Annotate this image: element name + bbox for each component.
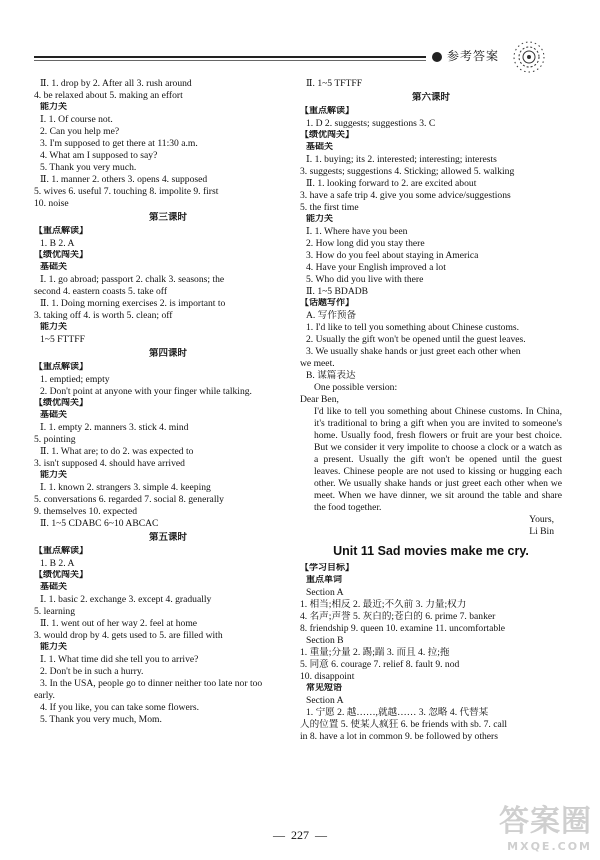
- right-line: 8. friendship 9. queen 10. examine 11. uncomfortable: [300, 623, 506, 635]
- right-line: Section B: [306, 635, 344, 647]
- left-line: 1. B 2. A: [40, 558, 75, 569]
- right-line: we meet.: [300, 358, 335, 369]
- right-line: 重点单词: [306, 575, 343, 586]
- watermark: [499, 803, 592, 854]
- page-dash-right: —: [315, 828, 327, 842]
- left-line: 能力关: [40, 642, 68, 652]
- right-line: 10. disappoint: [300, 671, 355, 683]
- page-dash-left: —: [273, 828, 285, 842]
- left-line: 1. B 2. A: [40, 238, 75, 249]
- right-line: 5. Who did you live with there: [306, 274, 424, 285]
- right-line: 1. D 2. suggests; suggestions 3. C: [306, 118, 436, 129]
- right-line: 3. How do you feel about staying in America: [306, 250, 479, 261]
- left-line: 1. emptied; empty: [40, 374, 110, 385]
- right-line: Ⅱ. 1~5 BDADB: [306, 286, 369, 297]
- header-bullet-icon: [432, 52, 442, 62]
- left-line: Ⅰ. 1. What time did she tell you to arrive?: [40, 654, 199, 665]
- left-line: 3. isn't supposed 4. should have arrived: [34, 458, 185, 469]
- right-line: 1. 重量;分量 2. 踢;踹 3. 而且 4. 拉;拖: [300, 647, 450, 659]
- left-line: 3. I'm supposed to get there at 11:30 a.m.: [40, 138, 198, 149]
- left-line: early.: [34, 690, 55, 701]
- left-line: 能力关: [40, 322, 68, 332]
- right-column: [300, 78, 562, 743]
- right-line: Unit 11 Sad movies make me cry.: [333, 543, 529, 558]
- right-line: 4. 名声;声誉 5. 灰白的;苍白的 6. prime 7. banker: [300, 611, 496, 623]
- left-line: 2. Don't point at anyone with your finger while talking.: [40, 386, 252, 397]
- right-line: 常见短语: [306, 683, 343, 694]
- left-line: Ⅱ. 1. drop by 2. After all 3. rush around: [40, 78, 192, 89]
- right-line: 3. We usually shake hands or just greet each other when: [306, 346, 521, 357]
- left-line: 【绩优闯关】: [34, 570, 89, 580]
- right-line: 能力关: [306, 214, 334, 224]
- left-line: 2. Don't be in such a hurry.: [40, 666, 144, 677]
- left-line: 能力关: [40, 102, 68, 112]
- right-line: 5. 同意 6. courage 7. relief 8. fault 9. nod: [300, 659, 460, 671]
- left-line: second 4. eastern coasts 5. take off: [34, 286, 168, 297]
- right-line: Section A: [306, 587, 344, 599]
- left-line: 【绩优闯关】: [34, 398, 89, 408]
- header-rule-thin: [34, 60, 426, 61]
- left-column: [34, 78, 302, 726]
- sunburst-emblem-icon: [512, 40, 546, 74]
- left-line: 【重点解读】: [34, 362, 89, 372]
- left-line: 4. What am I supposed to say?: [40, 150, 158, 161]
- right-line: 1. 相当;相反 2. 最近;不久前 3. 力量;权力: [300, 599, 467, 611]
- left-line: 5. learning: [34, 606, 76, 617]
- left-line: 5. wives 6. useful 7. touching 8. impolite 9. first: [34, 186, 219, 197]
- left-line: Ⅰ. 1. empty 2. manners 3. stick 4. mind: [40, 422, 189, 433]
- left-line: Ⅰ. 1. basic 2. exchange 3. except 4. gradually: [40, 594, 212, 605]
- right-line: A. 写作预备: [306, 310, 357, 321]
- left-line: 5. Thank you very much, Mom.: [40, 714, 162, 725]
- right-line: 【绩优闯关】: [300, 130, 355, 140]
- left-line: 2. Can you help me?: [40, 126, 120, 137]
- right-line: Section A: [306, 695, 344, 707]
- right-line: 【重点解读】: [300, 106, 355, 116]
- right-line: 【话题写作】: [300, 298, 355, 308]
- watermark-url: MXQE.COM: [507, 840, 592, 854]
- left-line: 3. taking off 4. is worth 5. clean; off: [34, 310, 173, 321]
- left-line: 基础关: [40, 262, 68, 272]
- left-line: 5. conversations 6. regarded 7. social 8. generally: [34, 494, 224, 505]
- right-line: 第六课时: [411, 92, 450, 103]
- page-number-value: 227: [291, 828, 309, 842]
- right-line: Ⅰ. 1. buying; its 2. interested; interesting; interests: [306, 154, 497, 165]
- left-line: 5. Thank you very much.: [40, 162, 137, 173]
- left-line: Ⅱ. 1. went out of her way 2. feel at home: [40, 618, 198, 629]
- right-line: 3. have a safe trip 4. give you some advice/suggestions: [300, 190, 511, 201]
- left-line: 第四课时: [148, 348, 187, 359]
- right-line: B. 谋篇表达: [306, 370, 356, 381]
- left-line: 【绩优闯关】: [34, 250, 89, 260]
- right-line: Ⅱ. 1. looking forward to 2. are excited about: [306, 178, 477, 189]
- right-line: Li Bin: [529, 525, 554, 537]
- left-line: 3. In the USA, people go to dinner neither too late nor too: [40, 678, 263, 689]
- left-line: Ⅰ. 1. known 2. strangers 3. simple 4. keeping: [40, 482, 211, 493]
- left-line: 4. If you like, you can take some flowers.: [40, 702, 200, 713]
- left-line: 能力关: [40, 470, 68, 480]
- right-line: 3. suggests; suggestions 4. Sticking; allowed 5. walking: [300, 166, 515, 177]
- left-line: 【重点解读】: [34, 226, 89, 236]
- watermark-logo: 答案圈: [499, 803, 592, 839]
- left-line: 9. themselves 10. expected: [34, 506, 138, 517]
- right-line: Ⅰ. 1. Where have you been: [306, 226, 408, 237]
- left-line: 1~5 FTTFF: [40, 334, 85, 345]
- header-rule: [34, 56, 426, 58]
- left-line: 基础关: [40, 410, 68, 420]
- right-line: Dear Ben,: [300, 394, 339, 405]
- right-line: One possible version:: [314, 382, 398, 393]
- right-line: 人的位置 5. 使某人疯狂 6. be friends with sb. 7. call: [300, 719, 508, 731]
- right-line: 4. Have your English improved a lot: [306, 262, 446, 273]
- left-line: 4. be relaxed about 5. making an effort: [34, 90, 183, 101]
- right-line: 2. How long did you stay there: [306, 238, 425, 249]
- right-line: Yours,: [529, 513, 554, 525]
- left-line: 第五课时: [148, 532, 187, 543]
- left-line: Ⅱ. 1. manner 2. others 3. opens 4. supposed: [40, 174, 208, 185]
- right-line: 1. 宁愿 2. 越……,就越…… 3. 忽略 4. 代替某: [306, 707, 489, 719]
- left-line: Ⅰ. 1. Of course not.: [40, 114, 113, 125]
- left-line: 第三课时: [148, 212, 187, 223]
- right-line: 1. I'd like to tell you something about Chinese customs.: [306, 322, 520, 333]
- left-line: Ⅰ. 1. go abroad; passport 2. chalk 3. seasons; the: [40, 274, 225, 285]
- left-line: 基础关: [40, 582, 68, 592]
- right-line: I'd like to tell you something about Chinese customs. In China, it's traditional to bring a gift when you are invited to someone's home. Usually food, fresh flowers or fruit are your best choice. But we consider it very impolite to choose a clock or a watch as a present. Usually the gift won't be opened until the guest leaves. Chinese people are not used to kissing or hugging each other. We usually shake hands or just greet each other when we meet. When we have dinner, we sit around the table and share the food together.: [314, 406, 562, 513]
- right-line: 2. Usually the gift won't be opened until the guest leaves.: [306, 334, 526, 345]
- left-line: 3. would drop by 4. gets used to 5. are filled with: [34, 630, 223, 641]
- header-title: 参考答案: [447, 49, 500, 63]
- left-line: Ⅱ. 1. What are; to do 2. was expected to: [40, 446, 194, 457]
- left-line: 10. noise: [34, 198, 69, 209]
- left-line: Ⅱ. 1~5 CDABC 6~10 ABCAC: [40, 518, 159, 529]
- right-line: in 8. have a lot in common 9. be followed by others: [300, 731, 498, 743]
- left-line: 【重点解读】: [34, 546, 89, 556]
- right-line: 5. the first time: [300, 202, 359, 213]
- right-line: 【学习目标】: [300, 563, 355, 574]
- right-line: Ⅱ. 1~5 TFTFF: [306, 78, 363, 89]
- left-line: 5. pointing: [34, 434, 76, 445]
- right-line: 基础关: [306, 142, 334, 152]
- left-line: Ⅱ. 1. Doing morning exercises 2. is important to: [40, 298, 226, 309]
